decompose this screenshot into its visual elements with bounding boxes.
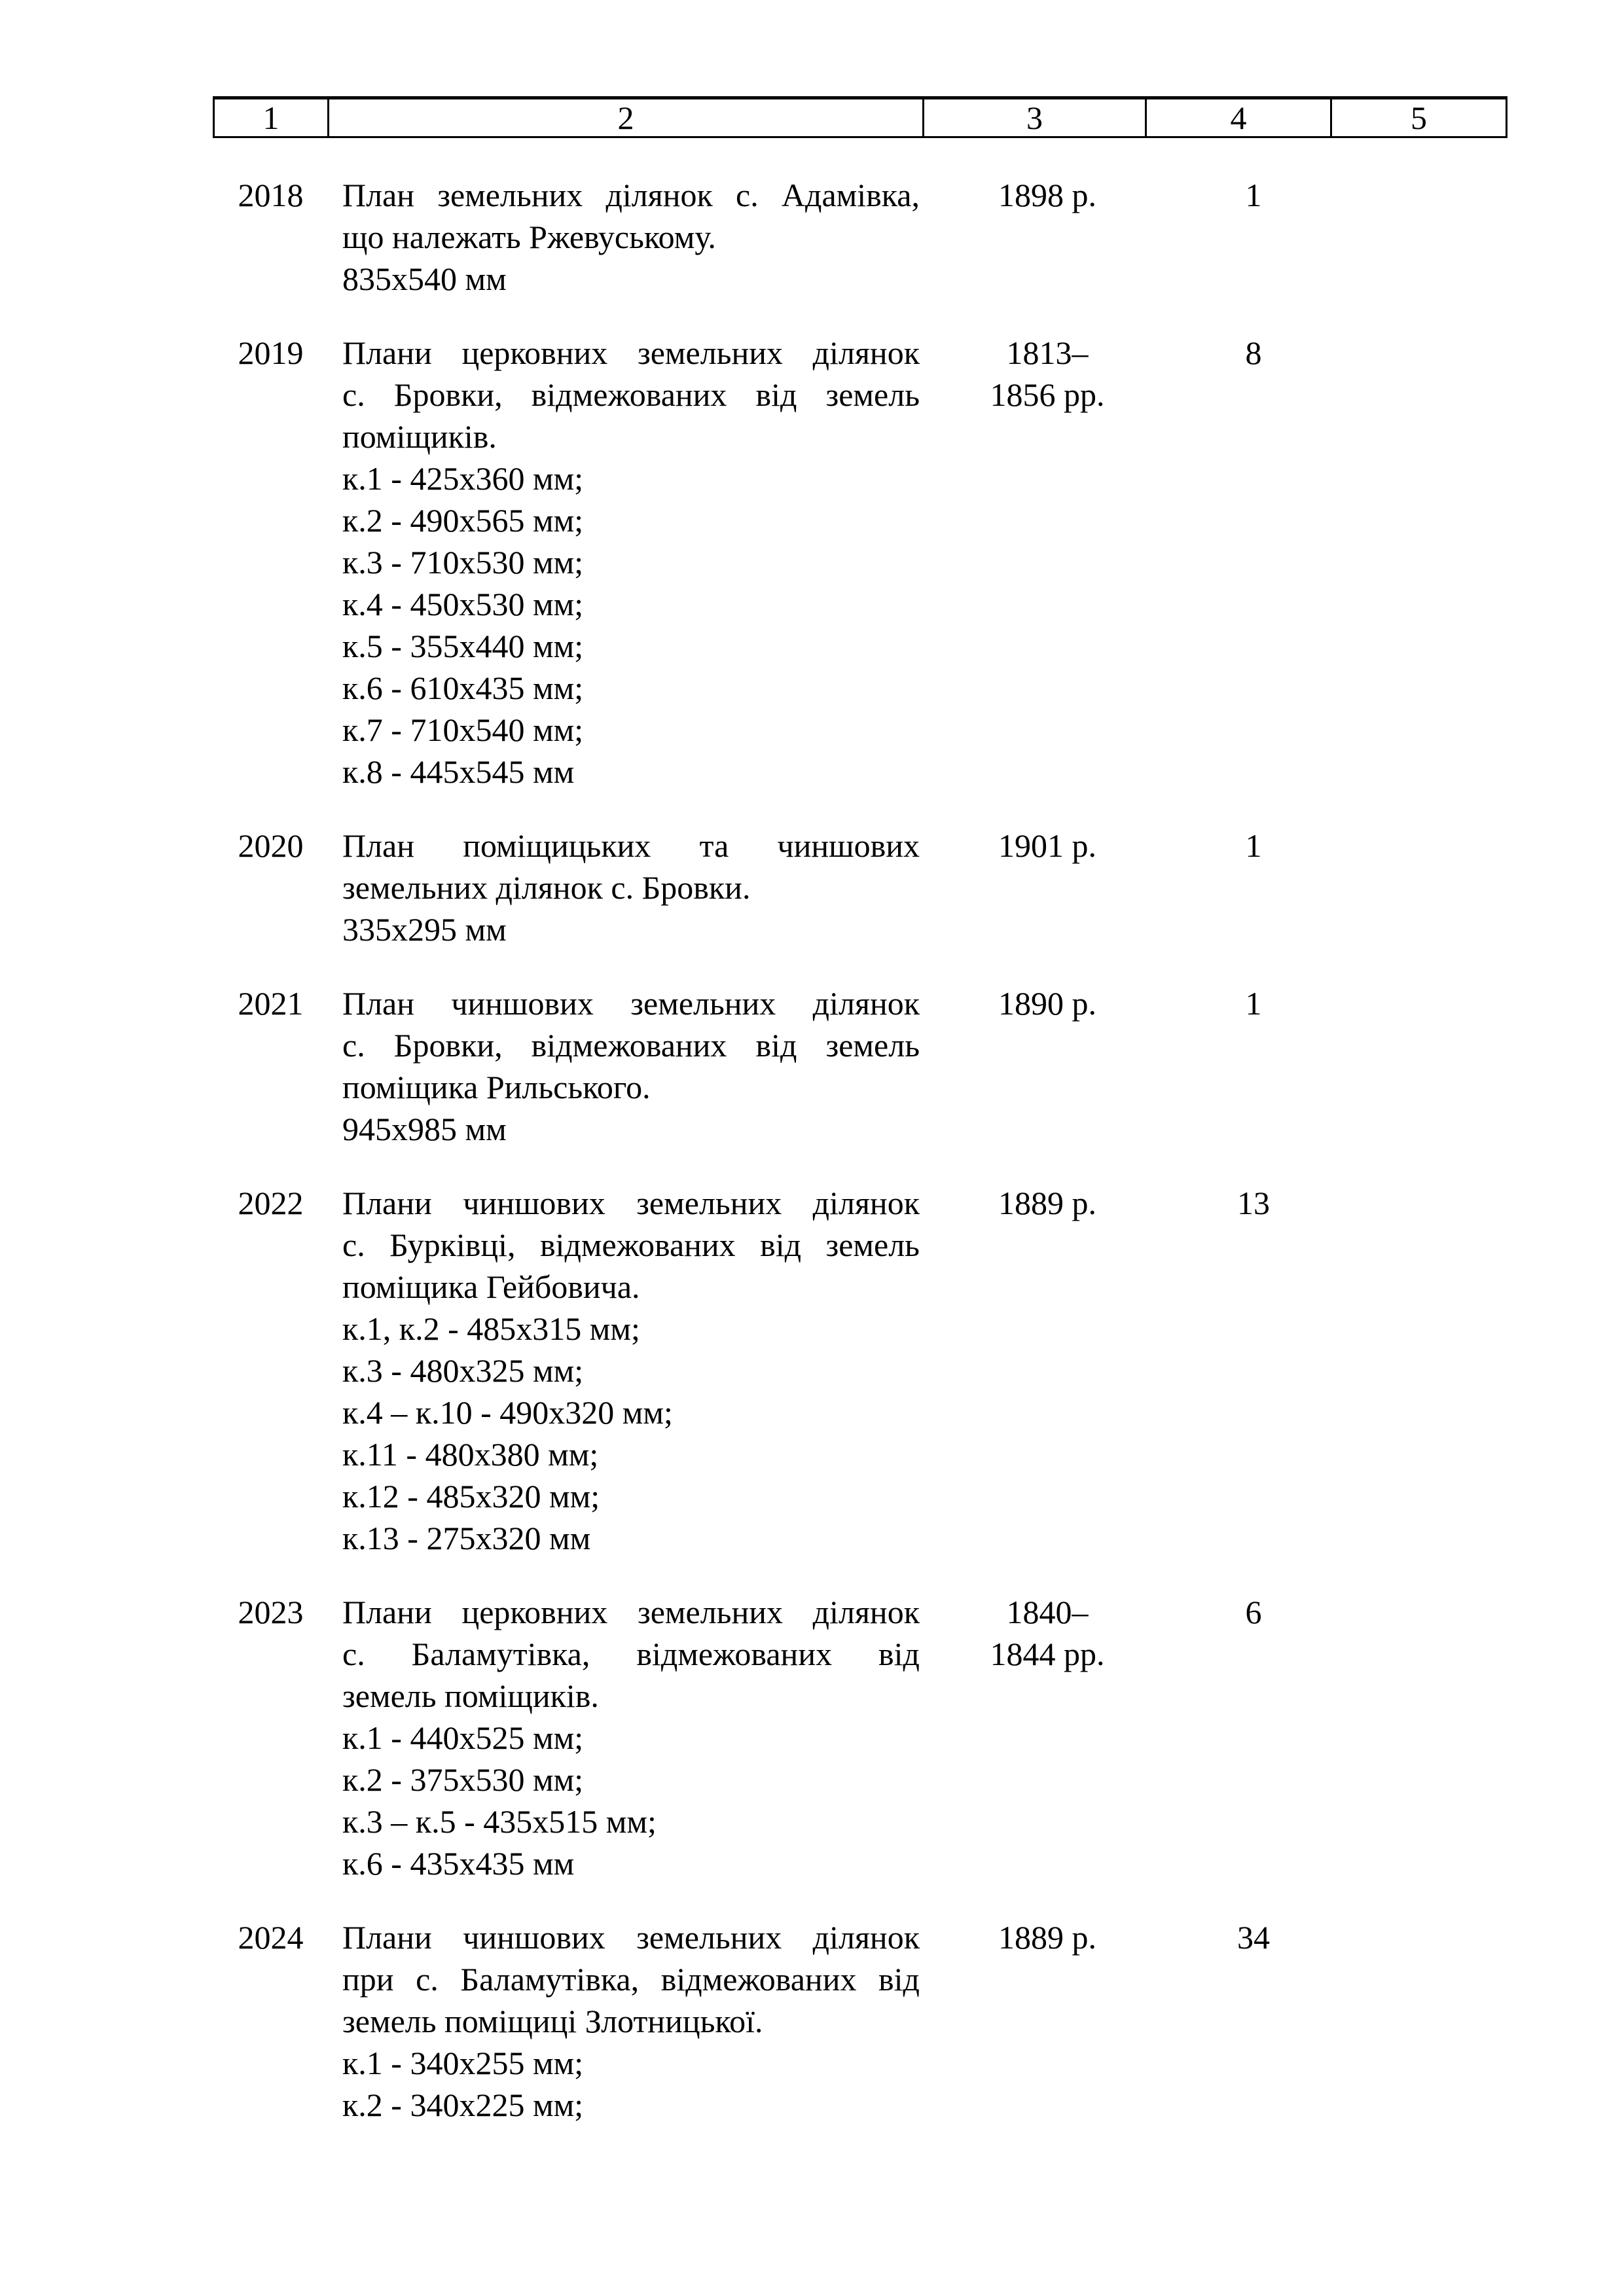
description-line: поміщика Гейбовича. — [342, 1268, 640, 1305]
row-description — [329, 1182, 924, 1559]
size-line: к.7 - 710х540 мм; — [342, 711, 584, 748]
date-line: 1901 р. — [998, 827, 1096, 864]
description-line: Плани чиншових земельних ділянок — [342, 1919, 920, 1956]
size-line: к.1, к.2 - 485х315 мм; — [342, 1310, 640, 1347]
size-line: к.4 - 450х530 мм; — [342, 586, 584, 622]
size-line: 835х540 мм — [342, 260, 507, 297]
description-line: План поміщицьких та чиншових — [342, 827, 920, 864]
description-line: земель поміщиків. — [342, 1677, 599, 1714]
row-number-value: 2018 — [238, 177, 304, 213]
date-line: 1840– — [1006, 1594, 1089, 1630]
row-notes — [1332, 1182, 1507, 1559]
table-row — [213, 1916, 1507, 2126]
description-line: що належать Ржевуському. — [342, 219, 716, 255]
size-line: к.6 - 435х435 мм — [342, 1845, 575, 1882]
description-line: с. Бровки, відмежованих від земель — [342, 1027, 920, 1064]
row-notes — [1332, 982, 1507, 1150]
size-line: к.1 - 425х360 мм; — [342, 460, 584, 497]
header-cell-3: 3 — [924, 99, 1147, 136]
row-notes — [1332, 332, 1507, 793]
row-number-value: 2021 — [238, 985, 304, 1022]
description-line: поміщиків. — [342, 418, 497, 455]
row-number-value: 2023 — [238, 1594, 304, 1630]
size-line: к.13 - 275х320 мм — [342, 1520, 591, 1556]
row-notes — [1332, 174, 1507, 300]
description-line: с. Бровки, відмежованих від земель — [342, 376, 920, 413]
row-number — [213, 1916, 329, 2126]
description-line: Плани церковних земельних ділянок — [342, 1594, 920, 1630]
row-count — [1147, 1182, 1332, 1559]
row-count — [1147, 174, 1332, 300]
size-line: к.3 – к.5 - 435х515 мм; — [342, 1803, 657, 1840]
description-line: при с. Баламутівка, відмежованих від — [342, 1961, 920, 1998]
row-number — [213, 332, 329, 793]
header-cell-5: 5 — [1411, 99, 1427, 136]
header-cell-1: 1 — [215, 99, 329, 136]
size-line: к.5 - 355х440 мм; — [342, 628, 584, 664]
row-count-value: 13 — [1237, 1185, 1270, 1221]
row-count-value: 1 — [1245, 827, 1262, 864]
description-line: с. Бурківці, відмежованих від земель — [342, 1227, 920, 1263]
size-line: к.2 - 340х225 мм; — [342, 2087, 584, 2123]
table-header-row — [213, 96, 1507, 138]
row-count-value: 34 — [1237, 1919, 1270, 1956]
row-description — [329, 982, 924, 1150]
row-count — [1147, 825, 1332, 950]
size-line: к.12 - 485х320 мм; — [342, 1478, 600, 1515]
size-line: к.1 - 340х255 мм; — [342, 2045, 584, 2081]
rows-container — [213, 174, 1507, 2158]
row-notes — [1332, 1591, 1507, 1884]
date-line: 1856 рр. — [990, 376, 1105, 413]
row-count-value: 1 — [1245, 177, 1262, 213]
date-line: 1844 рр. — [990, 1636, 1105, 1672]
row-count — [1147, 332, 1332, 793]
row-date — [924, 982, 1147, 1150]
row-description — [329, 825, 924, 950]
row-notes — [1332, 825, 1507, 950]
date-line: 1889 р. — [998, 1185, 1096, 1221]
description-line: земель поміщиці Злотницької. — [342, 2003, 763, 2039]
row-number — [213, 982, 329, 1150]
row-date — [924, 174, 1147, 300]
row-number — [213, 825, 329, 950]
row-description — [329, 1591, 924, 1884]
row-description — [329, 332, 924, 793]
table-row — [213, 1182, 1507, 1559]
row-number-value: 2020 — [238, 827, 304, 864]
size-line: к.4 – к.10 - 490х320 мм; — [342, 1394, 673, 1431]
row-number — [213, 1591, 329, 1884]
size-line: к.3 - 480х325 мм; — [342, 1352, 584, 1389]
table-row — [213, 174, 1507, 300]
row-number-value: 2019 — [238, 334, 304, 371]
row-date — [924, 332, 1147, 793]
size-line: к.1 - 440х525 мм; — [342, 1719, 584, 1756]
description-line: поміщика Рильського. — [342, 1069, 651, 1105]
row-date — [924, 1182, 1147, 1559]
row-description — [329, 174, 924, 300]
date-line: 1898 р. — [998, 177, 1096, 213]
row-count — [1147, 1916, 1332, 2126]
description-line: Плани церковних земельних ділянок — [342, 334, 920, 371]
row-count-value: 6 — [1245, 1594, 1262, 1630]
row-count-value: 1 — [1245, 985, 1262, 1022]
size-line: к.6 - 610х435 мм; — [342, 670, 584, 706]
header-cell-2: 2 — [329, 99, 924, 136]
table-row — [213, 332, 1507, 793]
header-cell-4: 4 — [1147, 99, 1332, 136]
row-number — [213, 174, 329, 300]
date-line: 1890 р. — [998, 985, 1096, 1022]
row-count — [1147, 1591, 1332, 1884]
description-line: План чиншових земельних ділянок — [342, 985, 920, 1022]
row-description — [329, 1916, 924, 2126]
table-row — [213, 825, 1507, 950]
row-notes — [1332, 1916, 1507, 2126]
size-line: 945х985 мм — [342, 1111, 507, 1147]
table-row — [213, 1591, 1507, 1884]
description-line: План земельних ділянок с. Адамівка, — [342, 177, 920, 213]
size-line: к.2 - 375х530 мм; — [342, 1761, 584, 1798]
description-line: с. Баламутівка, відмежованих від — [342, 1636, 920, 1672]
row-number — [213, 1182, 329, 1559]
size-line: 335х295 мм — [342, 911, 507, 948]
row-number-value: 2024 — [238, 1919, 304, 1956]
table-row — [213, 982, 1507, 1150]
date-line: 1889 р. — [998, 1919, 1096, 1956]
row-count — [1147, 982, 1332, 1150]
row-number-value: 2022 — [238, 1185, 304, 1221]
row-count-value: 8 — [1245, 334, 1262, 371]
size-line: к.11 - 480х380 мм; — [342, 1436, 599, 1473]
description-line: Плани чиншових земельних ділянок — [342, 1185, 920, 1221]
row-date — [924, 1591, 1147, 1884]
row-date — [924, 825, 1147, 950]
row-date — [924, 1916, 1147, 2126]
size-line: к.3 - 710х530 мм; — [342, 544, 584, 581]
description-line: земельних ділянок с. Бровки. — [342, 869, 751, 906]
size-line: к.8 - 445х545 мм — [342, 753, 575, 790]
date-line: 1813– — [1006, 334, 1089, 371]
size-line: к.2 - 490х565 мм; — [342, 502, 584, 539]
